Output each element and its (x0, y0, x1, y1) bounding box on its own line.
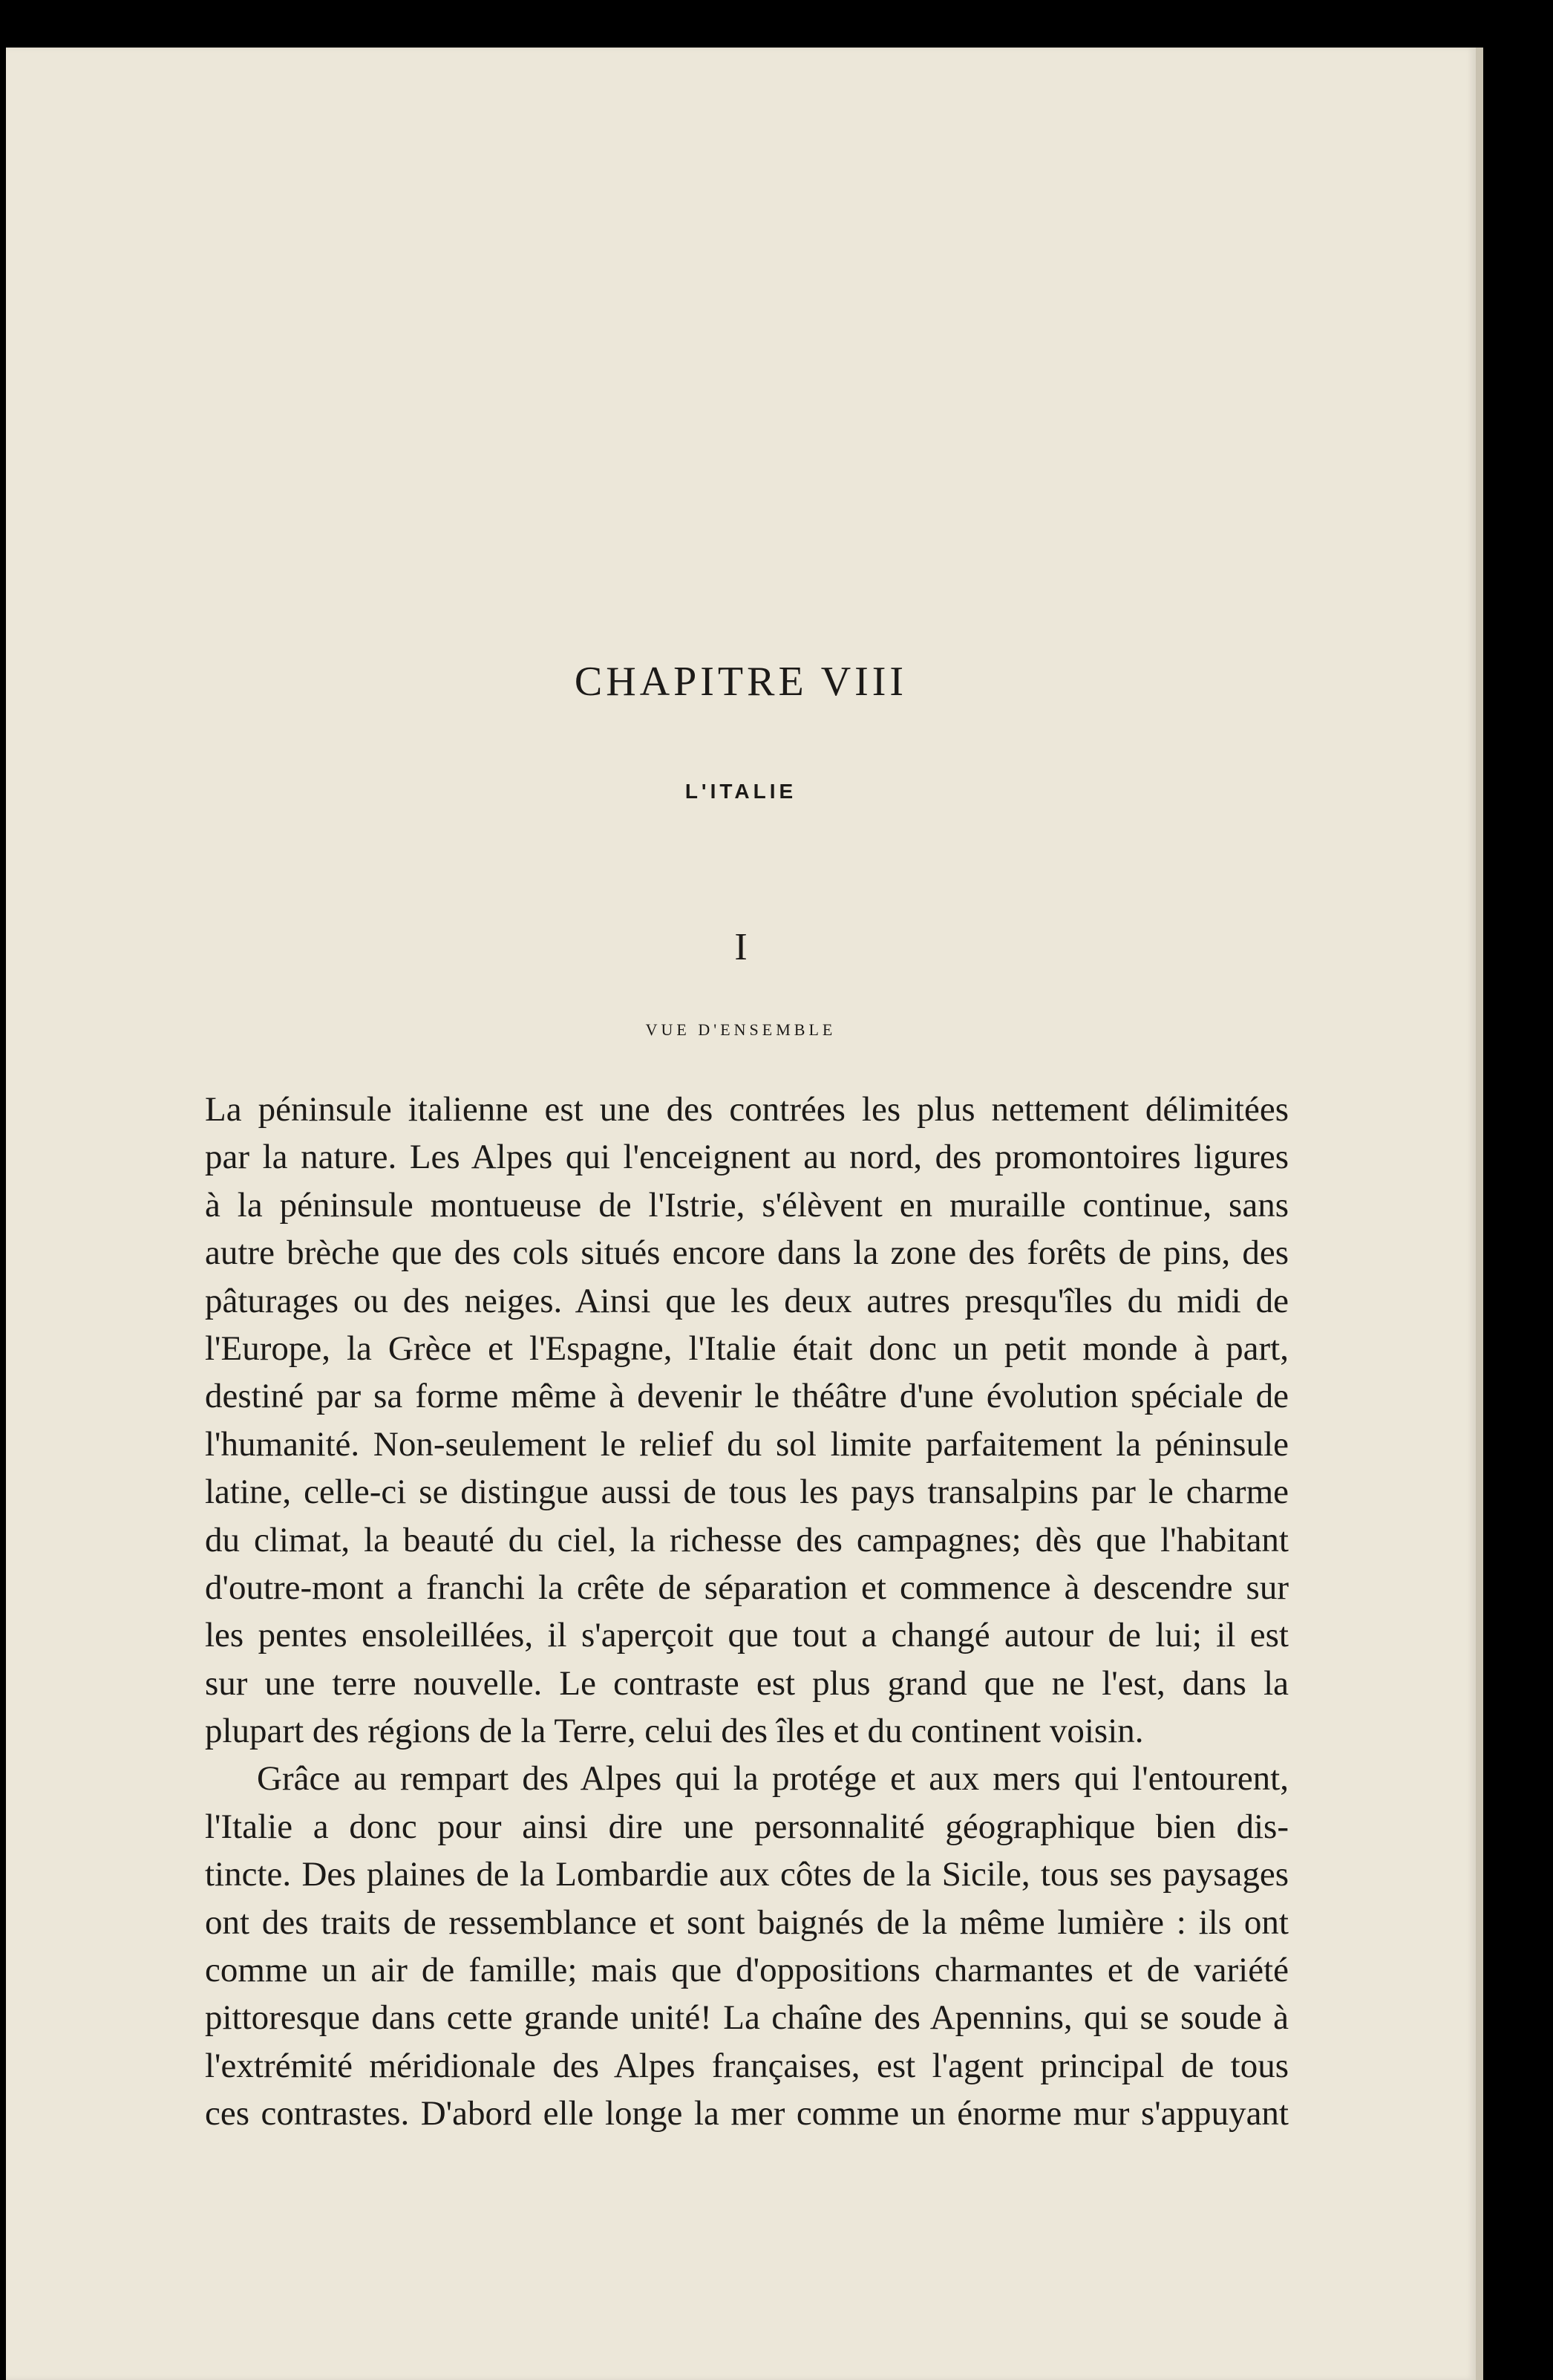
text-line: La péninsule italienne est une des contrées les plus nettement délimitées (205, 1090, 1289, 1129)
text-line: l'humanité. Non-seulement le relief du sol limite parfaitement la péninsule (205, 1424, 1289, 1464)
text-line: autre brèche que des cols situés encore dans la zone des forêts de pins, des (205, 1233, 1289, 1273)
text-line: par la nature. Les Alpes qui l'enceignent au nord, des promontoires ligures (205, 1138, 1289, 1177)
text-line: l'Italie a donc pour ainsi dire une personnalité géographique bien dis- (205, 1807, 1289, 1846)
text-line: d'outre-mont a franchi la crête de séparation et commence à descendre sur (205, 1568, 1289, 1607)
text-line: pittoresque dans cette grande unité! La chaîne des Apennins, qui se soude à (205, 1998, 1289, 2038)
text-line: l'extrémité méridionale des Alpes françaises, est l'agent principal de tous (205, 2046, 1289, 2085)
text-line: pâturages ou des neiges. Ainsi que les deux autres presqu'îles du midi de (205, 1281, 1289, 1320)
text-line: destiné par sa forme même à devenir le théâtre d'une évolution spéciale de (205, 1377, 1289, 1416)
chapter-title: CHAPITRE VIII (574, 659, 908, 705)
text-line: sur une terre nouvelle. Le contraste est plus grand que ne l'est, dans la (205, 1663, 1289, 1703)
chapter-subtitle: L'ITALIE (684, 780, 797, 803)
text-line: Grâce au rempart des Alpes qui la protége et aux mers qui l'entourent, (257, 1759, 1289, 1799)
text-line: ont des traits de ressemblance et sont baignés de la même lumière : ils ont (205, 1903, 1289, 1942)
text-line: comme un air de famille; mais que d'oppositions charmantes et de variété (205, 1951, 1289, 1990)
book-page (6, 48, 1476, 2380)
section-title: VUE D'ENSEMBLE (645, 1020, 837, 1039)
section-number: I (734, 926, 748, 968)
text-line: ces contrastes. D'abord elle longe la mer comme un énorme mur s'appuyant (205, 2094, 1289, 2133)
text-line: les pentes ensoleillées, il s'aperçoit que tout a changé autour de lui; il est (205, 1616, 1289, 1655)
text-line: à la péninsule montueuse de l'Istrie, s'élèvent en muraille continue, sans (205, 1185, 1289, 1225)
body-text (205, 1086, 1289, 2138)
text-line: du climat, la beauté du ciel, la richesse des campagnes; dès que l'habitant (205, 1520, 1289, 1559)
text-line: plupart des régions de la Terre, celui des îles et du continent voisin. (205, 1712, 1144, 1751)
text-line: latine, celle-ci se distingue aussi de tous les pays transalpins par le charme (205, 1473, 1289, 1512)
paragraph-1 (205, 1086, 1289, 1755)
text-line: l'Europe, la Grèce et l'Espagne, l'Italie était donc un petit monde à part, (205, 1328, 1289, 1368)
page-edge (1476, 48, 1483, 2380)
paragraph-2 (205, 1755, 1289, 2137)
text-line: tincte. Des plaines de la Lombardie aux côtes de la Sicile, tous ses paysages (205, 1855, 1289, 1894)
